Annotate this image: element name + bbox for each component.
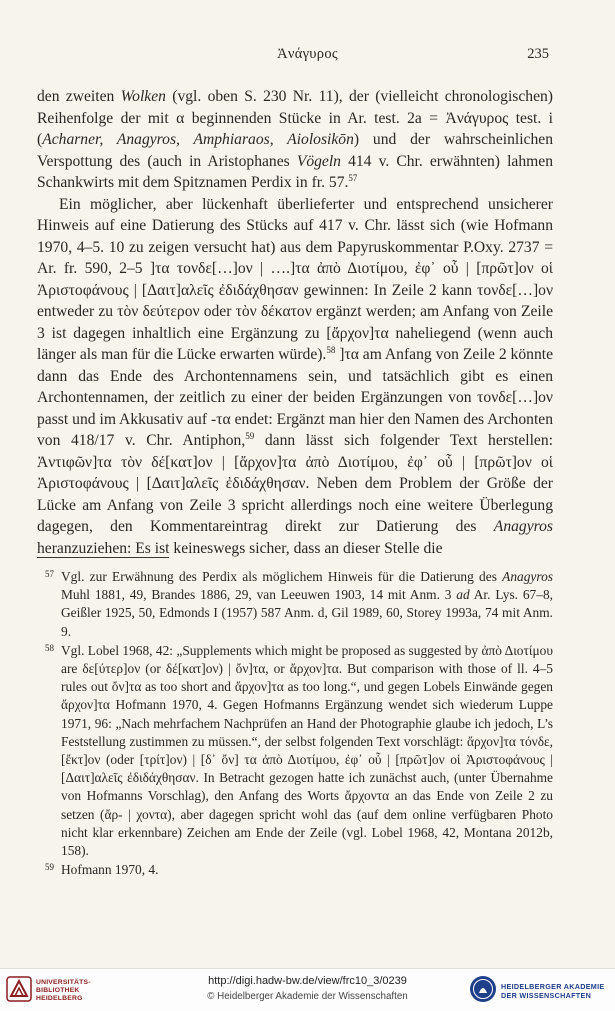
text-run: heranzuziehen: Es ist keineswegs sicher, dass an dieser Stelle die — [37, 539, 443, 557]
text-run: 414 v. Chr. erwähnten) lahmen Schankwirts mit dem Spitznamen Perdix in fr. 57. — [37, 152, 553, 191]
logo-line: BIBLIOTHEK — [36, 987, 80, 994]
text-run: Vgl. zur Erwähnung des Perdix als möglichem Hinweis für die Datierung des — [61, 569, 503, 584]
footnote-59 — [37, 861, 553, 879]
footnote-57 — [37, 568, 553, 641]
academy-logo-text — [501, 982, 604, 1000]
paragraph-1 — [37, 86, 553, 194]
main-text — [37, 86, 553, 559]
text-run: den zweiten — [37, 88, 121, 105]
text-run-italic: Anagyros — [502, 569, 553, 584]
logo-line: HEIDELBERG — [36, 995, 83, 1002]
text-run: (vgl. oben S. 230 Nr. 11), der (vielleicht chronologischen) Reihenfolge der mit α beginnenden Stücke in Ar. test. 2a = Ἀνάγυρος test. i ( — [37, 88, 553, 148]
viewer-footer — [0, 968, 615, 1011]
text-run-italic: Wolken — [120, 88, 166, 105]
text-run-italic: Anagyros — [493, 518, 553, 535]
logo-line: HEIDELBERGER AKADEMIE — [501, 982, 605, 991]
logo-line: UNIVERSITÄTS- — [36, 979, 91, 986]
footnote-ref-59[interactable]: 59 — [245, 431, 255, 441]
footnote-58 — [37, 642, 553, 860]
text-run: Vgl. Lobel 1968, 42: „Supplements which might be proposed as suggested by ἀπὸ Διοτίμου are δε[ύτερ]ον (or δέ[κατ]ον) | ὄν]τα, or ἄρχον]τα. But comparison with those of ll. 4–5 rules out ὄν]τα as too short and ἄρχον]τα as too long.“, und gegen Lobels Einwände gegen ἄρχον]τα Hofmann 1970, 4. Gegen Hofmanns Ergänzung wendet sich wiederum Luppe 1971, 96: „Nach mehrfachem Nachprüfen an Hand der Photographie glaube ich jedoch, L’s Feststellung zustimmen zu müssen.“, der selbst folgenden Text vorschlägt: ἄρχον]τα τόνδε, [ἔκτ]ον (oder [τρίτ]ον) | [δ᾽ ὄν] τα ἀπὸ Διοτίμου, ἐφ᾽ οὗ | [πρῶτ]ον οἱ Ἀριστοφάνους | [Δαιτ]αλεῖς ἐδιδάχθησαν. In Betracht gezogen hatte ich zunächst auch, (unter Übernahme von Hofmanns Vorschlag), den Anfang des Worts ἄρχοντα an das Ende von Zeile 2 zu setzen (ἄρ- | χοντα), aber dagegen spricht wohl das (auf dem online verfügbaren Photo nicht klar erkennbare) Zeichen am Ende der Zeile (vgl. Lobel 1968, 42, Montana 2012b, 158). — [61, 642, 553, 859]
text-run: Ar. Lys. 67–8, Geißler 1925, 50, Edmonds I (1957) 587 Anm. d, Gil 1989, 60, Storey 1993a, 74 mit Anm. 9. — [61, 587, 553, 639]
text-run: Muhl 1881, 49, Brandes 1886, 29, van Leeuwen 1903, 14 mit Anm. 3 — [61, 587, 457, 603]
footnotes — [37, 568, 553, 880]
footnote-number: 57 — [45, 569, 54, 579]
footnote-number: 59 — [45, 862, 54, 873]
text-run: Hofmann 1970, 4. — [61, 862, 159, 878]
academy-logo[interactable] — [469, 975, 609, 1007]
text-run: dann lässt sich folgender Text herstellen: Ἀντιφῶν]τα τὸν δέ[κατ]ον | [ἄρχον]τα ἀπὸ Διοτίμου, ἐφ᾽ οὗ | [πρῶτ]ον οἱ Ἀριστοφάνους | [Δαιτ]αλεῖς ἐδιδάχθησαν. Neben dem Problem der Größe der Lücke am Anfang von Zeile 3 spricht allerdings noch eine weitere Überlegung dagegen, den Kommentareintrag direkt zur Datierung des — [37, 432, 553, 535]
copyright-notice: © Heidelberger Akademie der Wissenschaften — [207, 991, 408, 1002]
running-header-title: Ἀνάγυρος — [277, 46, 338, 62]
academy-seal-icon — [469, 975, 497, 1003]
paragraph-2 — [37, 194, 553, 560]
logo-line: DER WISSENSCHAFTEN — [501, 991, 592, 1000]
text-run: Ein möglicher, aber lückenhaft überlieferter und entsprechend unsicherer Hinweis auf eine Datierung des Stücks auf 417 v. Chr. lässt sich (wie Hofmann 1970, 4–5. 10 zu zeigen versucht hat) aus dem Papyruskommentar P.Oxy. 2737 = Ar. fr. 590, 2–5 ]τα τονδε[…]ον | ….]τα ἀπὸ Διοτίμου, ἐφ᾽ οὗ | [πρῶτ]ον οἱ Ἀριστοφάνους | [Δαιτ]αλεῖς ἐδιδάχθησαν gewinnen: In Zeile 2 kann τονδε[…]ον entweder zu τὸν δεύτερον oder τὸν δέκατον ergänzt werden; am Anfang von Zeile 3 ist dagegen inhaltlich eine Ergänzung zu [ἄρχον]τα naheliegend (wenn auch länger als man für die Lücke erwarten würde). — [37, 195, 553, 363]
footnote-number: 58 — [45, 642, 54, 653]
text-run-italic: Acharner, Anagyros, Amphiaraos, Aiolosikōn — [42, 131, 354, 148]
text-run: ) und der wahrscheinlichen Verspottung des (auch in Aristophanes — [37, 131, 553, 170]
text-run-italic: Vögeln — [296, 152, 341, 170]
page-number: 235 — [527, 46, 549, 62]
text-run: ]τα am Anfang von Zeile 2 könnte dann das Ende des Archontennamens sein, und tatsächlich gibt es einen Archontennamen, der zeitlich zu einer der beiden Ergänzungen von τονδε[…]ον passt und im Akkusativ auf -τα endet: Ergänzt man hier den Namen des Archonten von 418/17 v. Chr. Antiphon, — [37, 346, 553, 449]
footnote-ref-58[interactable]: 58 — [326, 345, 336, 355]
footnote-ref-57[interactable]: 57 — [348, 173, 358, 183]
permalink-url[interactable]: http://digi.hadw-bw.de/view/frc10_3/0239 — [208, 975, 407, 987]
text-run-italic: ad — [456, 587, 470, 603]
footnote-separator — [37, 557, 169, 558]
